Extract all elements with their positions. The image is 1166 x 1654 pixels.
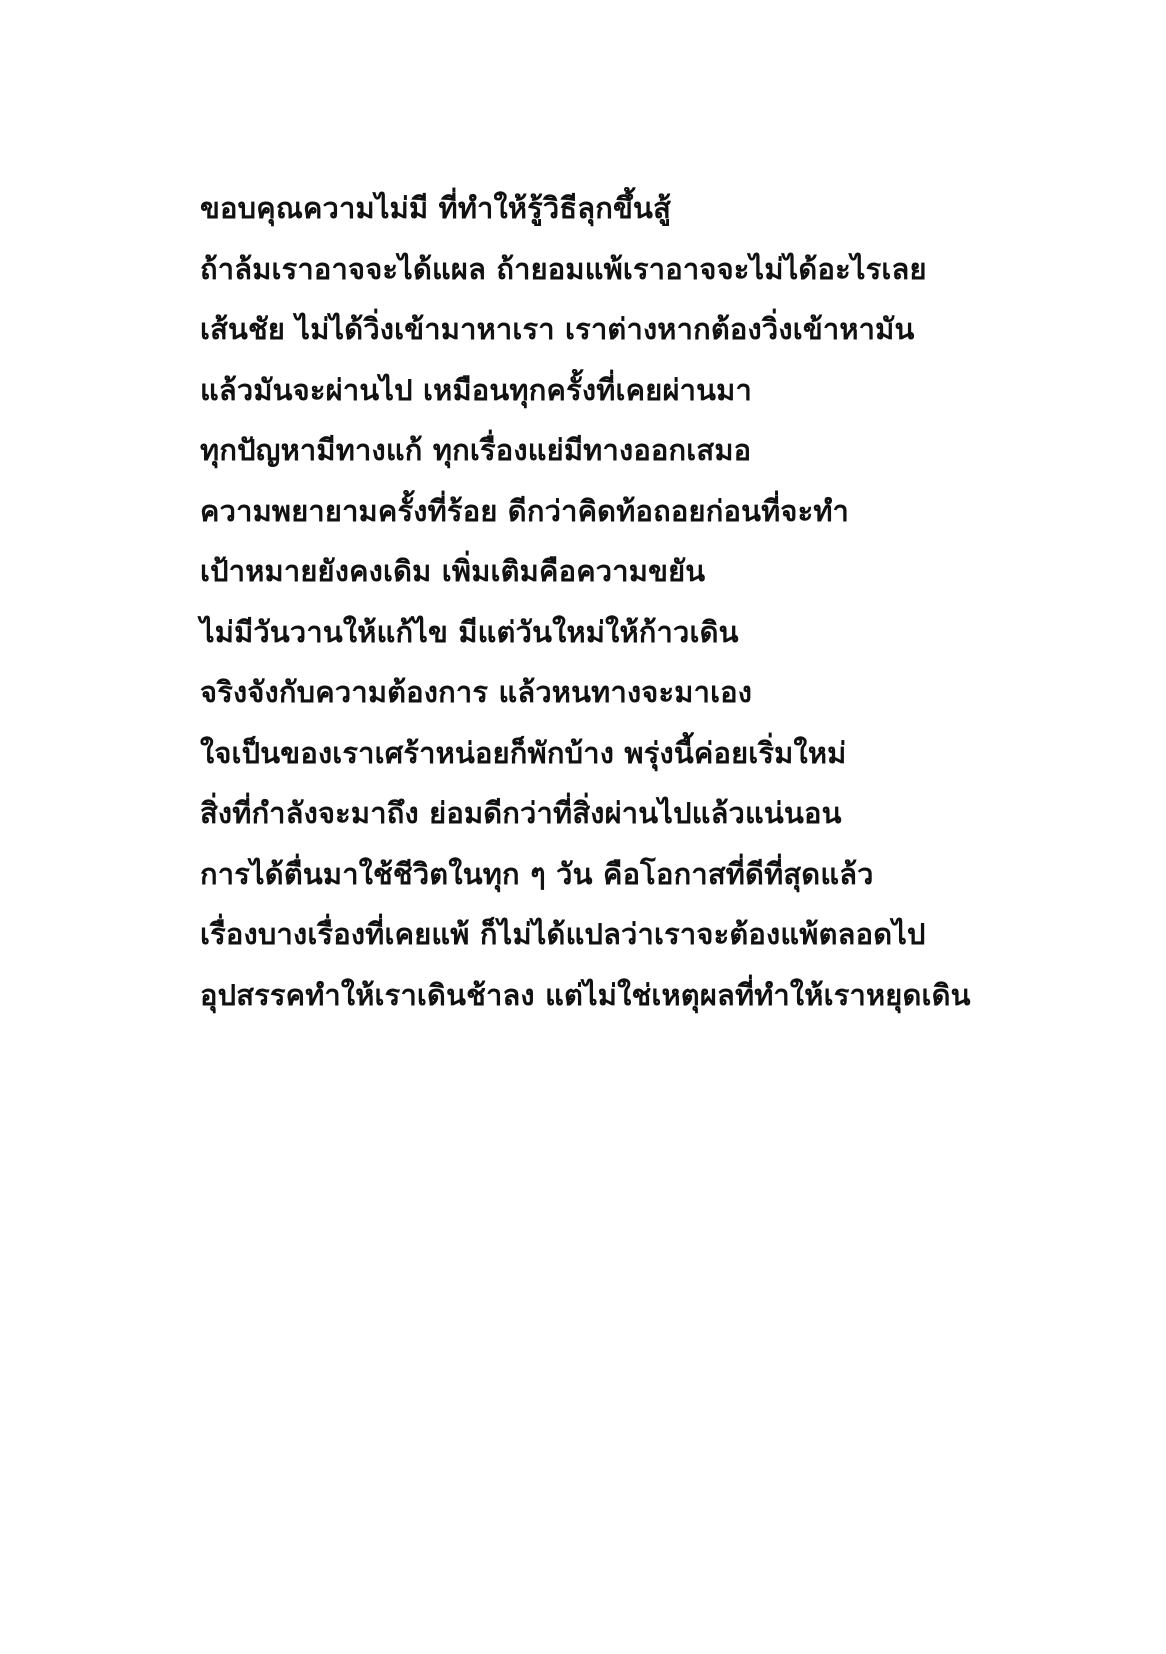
quote-line: แล้วมันจะผ่านไป เหมือนทุกครั้งที่เคยผ่านมา [200, 372, 752, 407]
quote-line: เรื่องบางเรื่องที่เคยแพ้ ก็ไม่ได้แปลว่าเราจะต้องแพ้ตลอดไป [200, 917, 926, 951]
quote-line: ความพยายามครั้งที่ร้อย ดีกว่าคิดท้อถอยก่อนที่จะทำ [200, 493, 849, 528]
quote-line: ถ้าล้มเราอาจจะได้แผล ถ้ายอมแพ้เราอาจจะไม่ได้อะไรเลย [200, 251, 927, 286]
quote-line: ใจเป็นของเราเศร้าหน่อยก็พักบ้าง พรุ่งนี้ค่อยเริ่มใหม่ [200, 735, 847, 770]
quote-line: เส้นชัย ไม่ได้วิ่งเข้ามาหาเรา เราต่างหากต้องวิ่งเข้าหามัน [200, 312, 915, 346]
quote-line: อุปสรรคทำให้เราเดินช้าลง แต่ไม่ใช่เหตุผลที่ทำให้เราหยุดเดิน [200, 977, 971, 1012]
quote-line: การได้ตื่นมาใช้ชีวิตในทุก ๆ วัน คือโอกาสที่ดีที่สุดแล้ว [200, 856, 874, 891]
quote-list [200, 178, 1100, 1025]
quote-line: ไม่มีวันวานให้แก้ไข มีแต่วันใหม่ให้ก้าวเดิน [200, 614, 739, 649]
quote-line: ขอบคุณความไม่มี ที่ทำให้รู้วิธีลุกขึ้นสู้ [200, 191, 671, 225]
quote-line: สิ่งที่กำลังจะมาถึง ย่อมดีกว่าที่สิ่งผ่านไปแล้วแน่นอน [200, 796, 842, 830]
quote-line: เป้าหมายยังคงเดิม เพิ่มเติมคือความขยัน [200, 554, 706, 588]
quote-line: ทุกปัญหามีทางแก้ ทุกเรื่องแย่มีทางออกเสมอ [200, 433, 752, 467]
quote-line: จริงจังกับความต้องการ แล้วหนทางจะมาเอง [200, 675, 753, 709]
